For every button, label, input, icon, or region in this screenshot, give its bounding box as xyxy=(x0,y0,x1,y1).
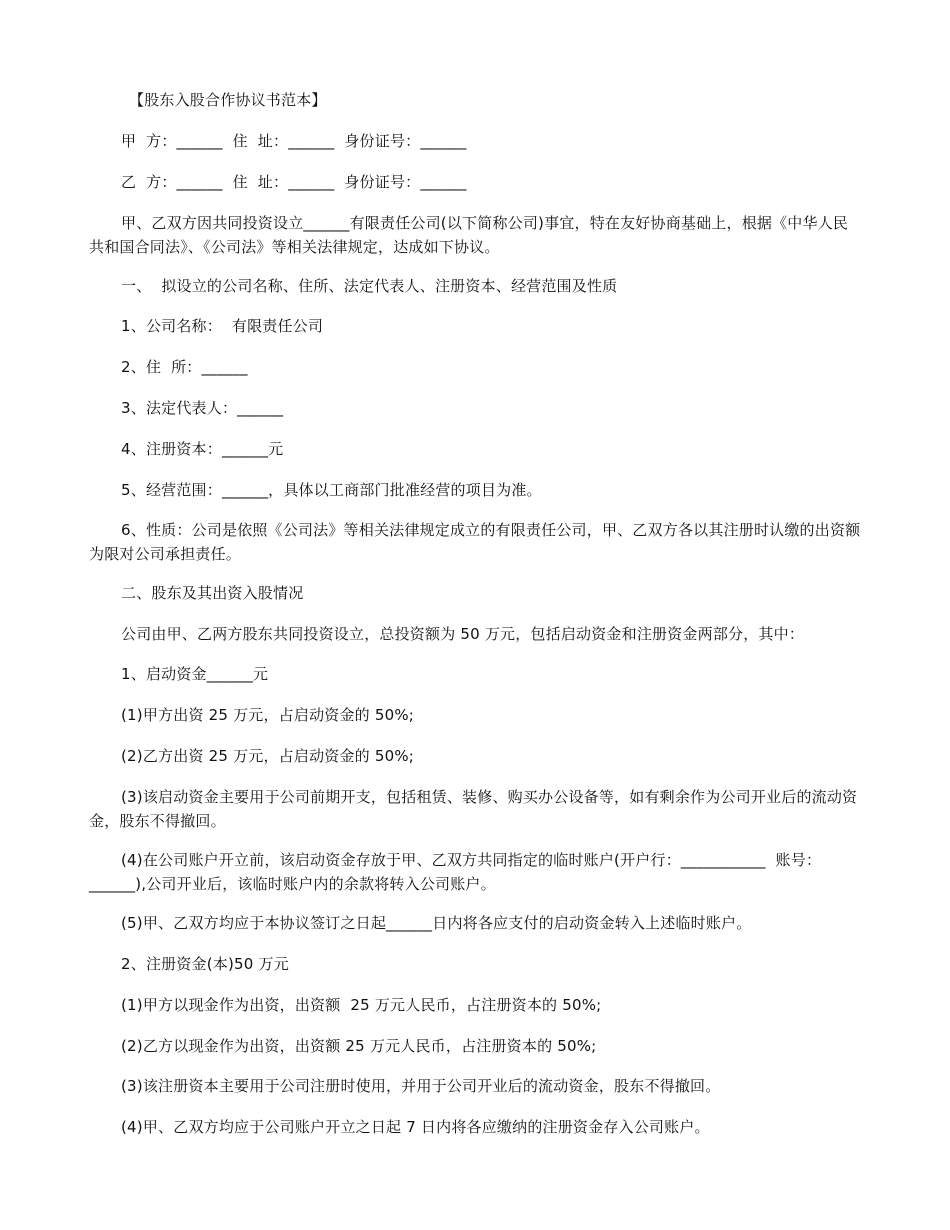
registered-item-2: (2)乙方以现金作为出资，出资额 25 万元人民币，占注册资本的 50%; xyxy=(121,1037,597,1055)
registered-item-1: (1)甲方以现金作为出资，出资额 25 万元人民币，占注册资本的 50%; xyxy=(121,996,602,1014)
registered-item-3: (3)该注册资本主要用于公司注册时使用，并用于公司开业后的流动资金，股东不得撤回。 xyxy=(121,1077,721,1095)
section-2-heading: 二、股东及其出资入股情况 xyxy=(121,584,304,602)
party-b-line: 乙 方：______ 住 址：______ 身份证号：______ xyxy=(121,173,467,191)
startup-item-5: (5)甲、乙双方均应于本协议签订之日起______日内将各应支付的启动资金转入上述临时账户。 xyxy=(121,914,752,932)
section-1-item-address: 2、住 所：______ xyxy=(121,358,248,376)
section-1-item-legal-rep: 3、法定代表人：______ xyxy=(121,399,284,417)
startup-item-3: (3)该启动资金主要用于公司前期开支，包括租赁、装修、购买办公设备等，如有剩余作为公司开业后的流动资金，股东不得撤回。 xyxy=(89,788,858,830)
startup-funds-heading: 1、启动资金______元 xyxy=(121,665,269,683)
startup-item-1: (1)甲方出资 25 万元，占启动资金的 50%; xyxy=(121,706,415,724)
section-1-item-registered-capital: 4、注册资本：______元 xyxy=(121,440,284,458)
party-a-line: 甲 方：______ 住 址：______ 身份证号：______ xyxy=(121,132,467,150)
section-1-heading: 一、 拟设立的公司名称、住所、法定代表人、注册资本、经营范围及性质 xyxy=(121,277,618,295)
section-1-item-business-scope: 5、经营范围：______，具体以工商部门批准经营的项目为准。 xyxy=(121,481,542,499)
section-1-item-company-name: 1、公司名称： 有限责任公司 xyxy=(121,317,324,335)
registered-item-4: (4)甲、乙双方均应于公司账户开立之日起 7 日内将各应缴纳的注册资金存入公司账户。 xyxy=(121,1118,710,1136)
preamble-paragraph: 甲、乙双方因共同投资设立______有限责任公司(以下简称公司)事宜，特在友好协商基础上，根据《中华人民共和国合同法》、《公司法》等相关法律规定，达成如下协议。 xyxy=(89,214,849,256)
section-1-item-nature: 6、性质：公司是依照《公司法》等相关法律规定成立的有限责任公司，甲、乙双方各以其注册时认缴的出资额为限对公司承担责任。 xyxy=(89,521,861,563)
registered-capital-heading: 2、注册资金(本)50 万元 xyxy=(121,955,289,973)
section-2-intro: 公司由甲、乙两方股东共同投资设立，总投资额为 50 万元，包括启动资金和注册资金两部分，其中： xyxy=(121,625,805,643)
document-title: 【股东入股合作协议书范本】 xyxy=(129,91,327,109)
startup-item-2: (2)乙方出资 25 万元，占启动资金的 50%; xyxy=(121,747,415,765)
startup-item-4: (4)在公司账户开立前，该启动资金存放于甲、乙双方共同指定的临时账户(开户行：___________ 账号：______),公司开业后，该临时账户内的余款将转入公司账户。 xyxy=(89,851,822,893)
